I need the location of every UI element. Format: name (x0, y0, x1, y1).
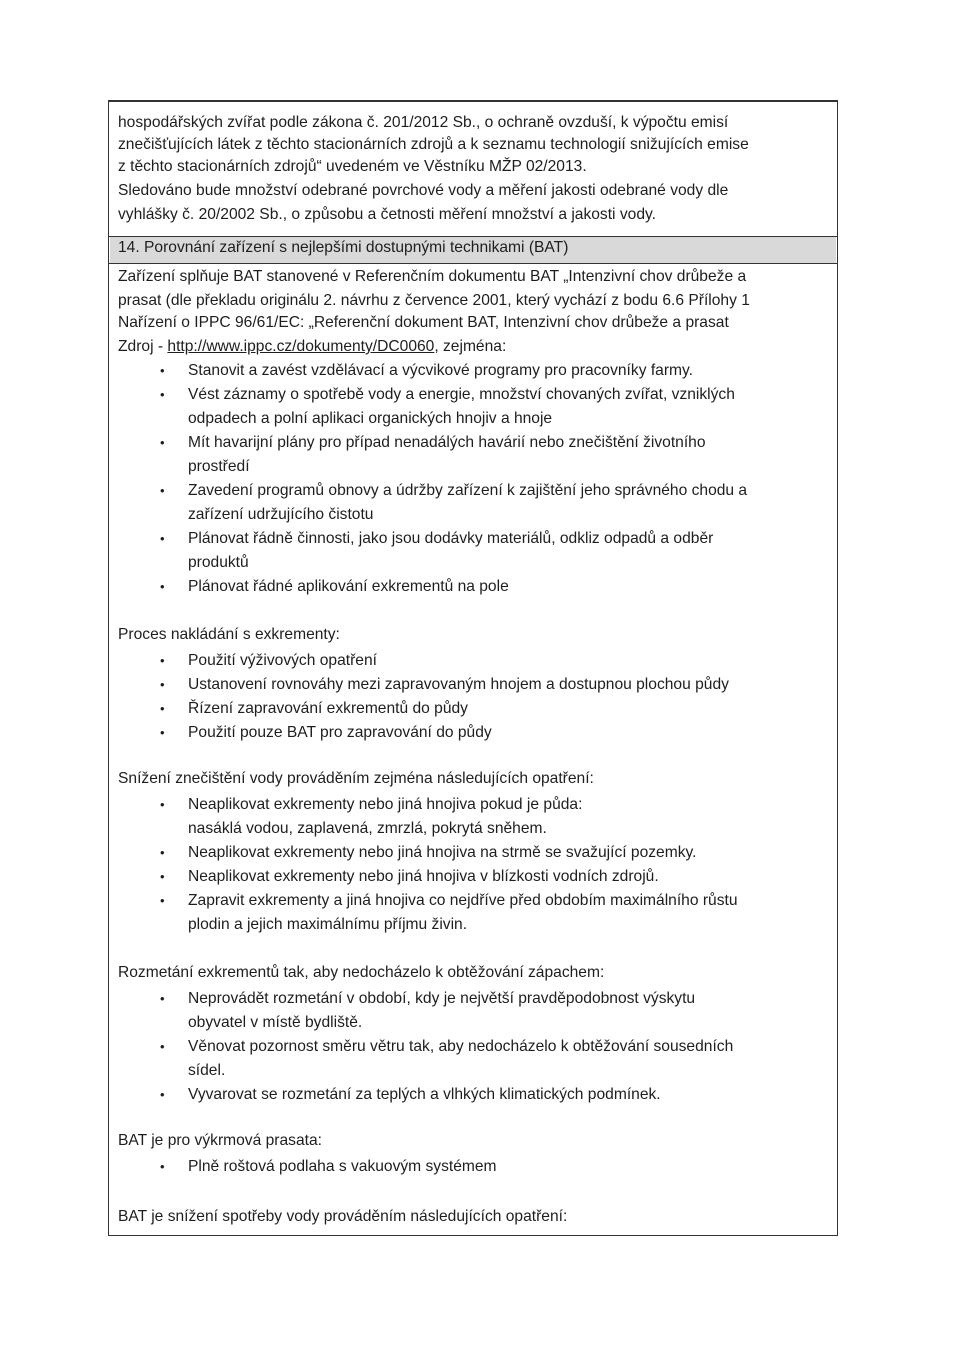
list-item-line: Použití pouze BAT pro zapravování do půdy (188, 724, 492, 741)
list-item-line: Řízení zapravování exkrementů do půdy (188, 700, 468, 717)
bullet-icon: • (160, 363, 165, 378)
intro-line: z těchto stacionárních zdrojů“ uvedeném ve Věstníku MŽP 02/2013. (118, 158, 587, 175)
bullet-icon: • (160, 991, 165, 1006)
list-item-line: Ustanovení rovnováhy mezi zapravovaným hnojem a dostupnou plochou půdy (188, 676, 729, 693)
intro-line: znečišťujících látek z těchto stacionárních zdrojů a k seznamu technologií snižujících emise (118, 136, 749, 153)
list-item-line: obyvatel v místě bydliště. (188, 1014, 363, 1031)
source-line (118, 336, 506, 358)
bullet-icon: • (160, 677, 165, 692)
bullet-icon: • (160, 797, 165, 812)
list-item-line: Věnovat pozornost směru větru tak, aby nedocházelo k obtěžování sousedních (188, 1038, 734, 1055)
list-item-line: prostředí (188, 458, 250, 475)
bullet-icon: • (160, 531, 165, 546)
paragraph-line: prasat (dle překladu originálu 2. návrhu z července 2001, který vychází z bodu 6.6 Přílohy 1 (118, 292, 750, 309)
list-item-line: Neaplikovat exkrementy nebo jiná hnojiva na strmě se svažující pozemky. (188, 844, 697, 861)
bullet-icon: • (160, 435, 165, 450)
bullet-icon: • (160, 483, 165, 498)
list-item-line: sídel. (188, 1062, 226, 1079)
heading-bottom-rule (109, 263, 837, 264)
bullet-icon: • (160, 725, 165, 740)
bullet-icon: • (160, 869, 165, 884)
bullet-icon: • (160, 387, 165, 402)
paragraph-line: Zařízení splňuje BAT stanovené v Referenčním dokumentu BAT „Intenzivní chov drůbeže a (118, 268, 747, 285)
closing-line: BAT je snížení spotřeby vody prováděním následujících opatření: (118, 1208, 568, 1225)
bullet-icon: • (160, 579, 165, 594)
intro-line: hospodářských zvířat podle zákona č. 201/2012 Sb., o ochraně ovzduší, k výpočtu emisí (118, 114, 729, 131)
source-suffix: , zejména: (434, 338, 507, 355)
source-prefix: Zdroj - (118, 338, 168, 355)
source-link[interactable]: http://www.ippc.cz/dokumenty/DC0060 (167, 338, 435, 355)
list-item-line: Neaplikovat exkrementy nebo jiná hnojiva pokud je půda: (188, 796, 583, 813)
list-item-line: Zavedení programů obnovy a údržby zařízení k zajištění jeho správného chodu a (188, 482, 748, 499)
intro-line: vyhlášky č. 20/2002 Sb., o způsobu a četnosti měření množství a jakosti vody. (118, 206, 656, 223)
list-item-line: Neprovádět rozmetání v období, kdy je největší pravděpodobnost výskytu (188, 990, 696, 1007)
subsection-title: BAT je pro výkrmová prasata: (118, 1132, 322, 1149)
list-item-line: Vyvarovat se rozmetání za teplých a vlhkých klimatických podmínek. (188, 1086, 661, 1103)
bullet-icon: • (160, 701, 165, 716)
list-item-line: Stanovit a zavést vzdělávací a výcvikové programy pro pracovníky farmy. (188, 362, 693, 379)
top-rule (109, 101, 837, 102)
bullet-icon: • (160, 1159, 165, 1174)
bullet-icon: • (160, 1087, 165, 1102)
list-item-line: nasáklá vodou, zaplavená, zmrzlá, pokrytá sněhem. (188, 820, 547, 837)
list-item-line: Vést záznamy o spotřebě vody a energie, množství chovaných zvířat, vzniklých (188, 386, 735, 403)
bullet-icon: • (160, 653, 165, 668)
intro-line: Sledováno bude množství odebrané povrchové vody a měření jakosti odebrané vody dle (118, 182, 729, 199)
list-item-line: Plánovat řádně činnosti, jako jsou dodávky materiálů, odkliz odpadů a odběr (188, 530, 714, 547)
list-item-line: Plně roštová podlaha s vakuovým systémem (188, 1158, 497, 1175)
bullet-icon: • (160, 893, 165, 908)
list-item-line: odpadech a polní aplikaci organických hnojiv a hnoje (188, 410, 553, 427)
list-item-line: Neaplikovat exkrementy nebo jiná hnojiva v blízkosti vodních zdrojů. (188, 868, 659, 885)
list-item-line: Plánovat řádné aplikování exkrementů na pole (188, 578, 509, 595)
bullet-icon: • (160, 845, 165, 860)
subsection-title: Rozmetání exkrementů tak, aby nedocházelo k obtěžování zápachem: (118, 964, 605, 981)
list-item-line: Mít havarijní plány pro případ nenadálých havárií nebo znečištění životního (188, 434, 706, 451)
list-item-line: Zapravit exkrementy a jiná hnojiva co nejdříve před obdobím maximálního růstu (188, 892, 738, 909)
list-item-line: zařízení udržujícího čistotu (188, 506, 374, 523)
list-item-line: Použití výživových opatření (188, 652, 377, 669)
subsection-title: Snížení znečištění vody prováděním zejména následujících opatření: (118, 770, 594, 787)
paragraph-line: Nařízení o IPPC 96/61/EC: „Referenční dokument BAT, Intenzivní chov drůbeže a prasat (118, 314, 729, 331)
list-item-line: plodin a jejich maximálnímu příjmu živin. (188, 916, 468, 933)
subsection-title: Proces nakládání s exkrementy: (118, 626, 340, 643)
list-item-line: produktů (188, 554, 249, 571)
section-heading: 14. Porovnání zařízení s nejlepšími dostupnými technikami (BAT) (118, 239, 569, 256)
bullet-icon: • (160, 1039, 165, 1054)
